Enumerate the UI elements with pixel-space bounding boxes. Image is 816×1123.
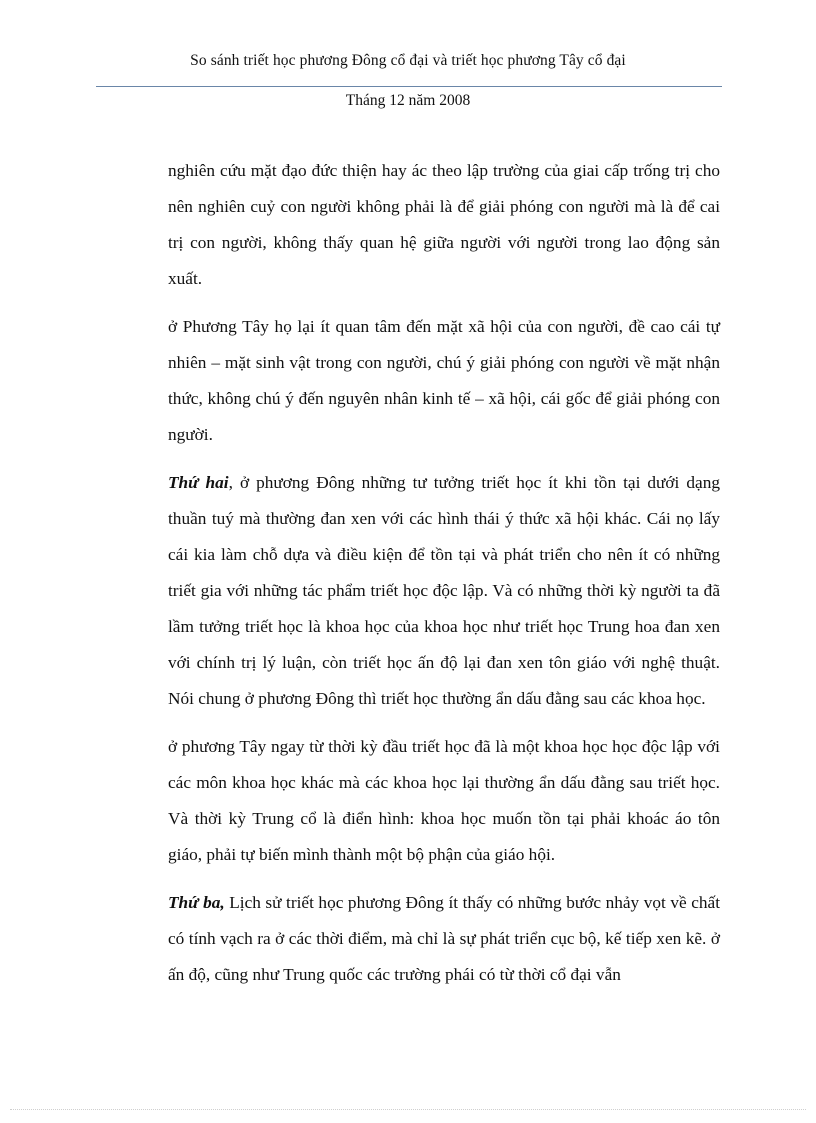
paragraph-lead: Thứ hai (168, 473, 229, 492)
paragraph-4 (168, 729, 720, 873)
paragraph-text: Lịch sử triết học phương Đông ít thấy có những bước nhảy vọt về chất có tính vạch ra ở các thời điểm, mà chỉ là sự phát triển cục bộ, kế tiếp xen kẽ. ở ấn độ, cũng như Trung quốc các trường phái có từ thời cổ đại vẫn (168, 893, 720, 984)
header-divider (96, 86, 722, 87)
paragraph-text: ở Phương Tây họ lại ít quan tâm đến mặt xã hội của con người, đề cao cái tự nhiên – mặt sinh vật trong con người, chú ý giải phóng con người về mặt nhận thức, không chú ý đến nguyên nhân kinh tế – xã hội, cái gốc để giải phóng con người. (168, 317, 720, 444)
paragraph-text: ở phương Tây ngay từ thời kỳ đầu triết học đã là một khoa học học độc lập với các môn khoa học khác mà các khoa học lại thường ẩn dấu đằng sau triết học. Và thời kỳ Trung cổ là điển hình: khoa học muốn tồn tại phải khoác áo tôn giáo, phải tự biến mình thành một bộ phận của giáo hội. (168, 737, 720, 864)
paragraph-text: nghiên cứu mặt đạo đức thiện hay ác theo lập trường của giai cấp trống trị cho nên nghiên cuỷ con người không phải là để giải phóng con người mà là để cai trị con người, không thấy quan hệ giữa người với người trong lao động sản xuất. (168, 161, 720, 288)
footer-divider (10, 1109, 806, 1110)
paragraph-lead: Thứ ba, (168, 893, 225, 912)
header-title: So sánh triết học phương Đông cổ đại và triết học phương Tây cổ đại (190, 52, 626, 69)
paragraph-5 (168, 885, 720, 993)
body-text (168, 153, 720, 1005)
paragraph-2 (168, 309, 720, 453)
paragraph-3 (168, 465, 720, 717)
header-date: Tháng 12 năm 2008 (345, 92, 471, 109)
paragraph-text: , ở phương Đông những tư tưởng triết học ít khi tồn tại dưới dạng thuần tuý mà thường đan xen với các hình thái ý thức xã hội khác. Cái nọ lấy cái kia làm chỗ dựa và điều kiện để tồn tại và phát triển cho nên ít có những triết gia với những tác phẩm triết học độc lập. Và có những thời kỳ người ta đã lầm tưởng triết học là khoa học của khoa học như triết học Trung hoa đan xen với chính trị lý luận, còn triết học ấn độ lại đan xen tôn giáo với nghệ thuật. Nói chung ở phương Đông thì triết học thường ẩn dấu đằng sau các khoa học. (168, 473, 720, 708)
paragraph-1 (168, 153, 720, 297)
